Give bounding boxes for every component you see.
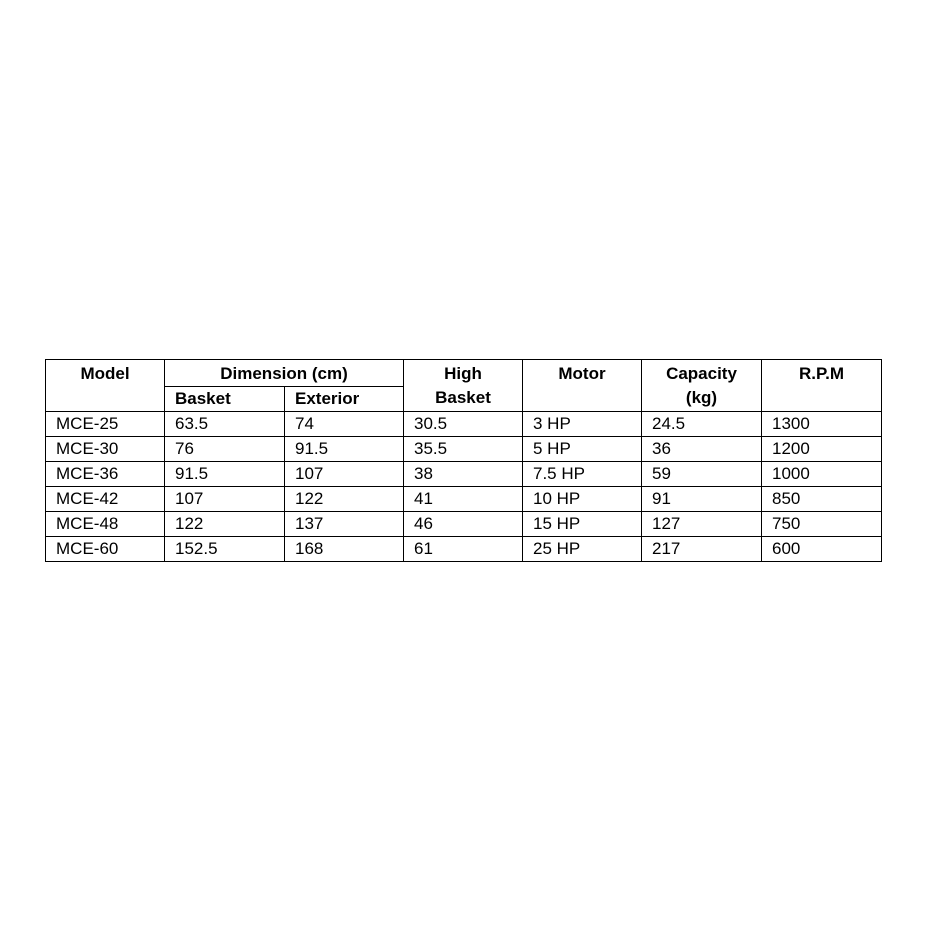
cell-model: MCE-36 bbox=[46, 462, 165, 487]
cell-exterior: 137 bbox=[285, 512, 404, 537]
cell-high-basket: 35.5 bbox=[404, 437, 523, 462]
spec-table bbox=[45, 359, 882, 562]
cell-rpm: 600 bbox=[762, 537, 882, 562]
table-row bbox=[46, 487, 882, 512]
cell-basket: 91.5 bbox=[165, 462, 285, 487]
header-model: Model bbox=[46, 360, 165, 412]
header-rpm: R.P.M bbox=[762, 360, 882, 412]
table-row bbox=[46, 437, 882, 462]
cell-motor: 10 HP bbox=[523, 487, 642, 512]
header-dimension: Dimension (cm) bbox=[165, 360, 404, 387]
header-exterior: Exterior bbox=[285, 387, 404, 412]
cell-basket: 63.5 bbox=[165, 412, 285, 437]
cell-motor: 15 HP bbox=[523, 512, 642, 537]
cell-basket: 76 bbox=[165, 437, 285, 462]
cell-model: MCE-60 bbox=[46, 537, 165, 562]
cell-exterior: 168 bbox=[285, 537, 404, 562]
cell-exterior: 74 bbox=[285, 412, 404, 437]
table-row bbox=[46, 462, 882, 487]
cell-basket: 107 bbox=[165, 487, 285, 512]
cell-high-basket: 61 bbox=[404, 537, 523, 562]
header-row-1 bbox=[46, 360, 882, 387]
cell-high-basket: 30.5 bbox=[404, 412, 523, 437]
cell-motor: 5 HP bbox=[523, 437, 642, 462]
cell-high-basket: 41 bbox=[404, 487, 523, 512]
cell-model: MCE-48 bbox=[46, 512, 165, 537]
cell-model: MCE-42 bbox=[46, 487, 165, 512]
header-basket: Basket bbox=[165, 387, 285, 412]
cell-basket: 122 bbox=[165, 512, 285, 537]
table-row bbox=[46, 512, 882, 537]
cell-rpm: 1200 bbox=[762, 437, 882, 462]
cell-capacity: 24.5 bbox=[642, 412, 762, 437]
cell-model: MCE-25 bbox=[46, 412, 165, 437]
table-row bbox=[46, 412, 882, 437]
cell-model: MCE-30 bbox=[46, 437, 165, 462]
cell-exterior: 122 bbox=[285, 487, 404, 512]
cell-basket: 152.5 bbox=[165, 537, 285, 562]
cell-capacity: 91 bbox=[642, 487, 762, 512]
cell-high-basket: 46 bbox=[404, 512, 523, 537]
cell-motor: 25 HP bbox=[523, 537, 642, 562]
cell-exterior: 107 bbox=[285, 462, 404, 487]
header-capacity-line1: Capacity bbox=[666, 364, 737, 383]
cell-capacity: 127 bbox=[642, 512, 762, 537]
cell-rpm: 1000 bbox=[762, 462, 882, 487]
cell-motor: 3 HP bbox=[523, 412, 642, 437]
table-row bbox=[46, 537, 882, 562]
cell-motor: 7.5 HP bbox=[523, 462, 642, 487]
header-high-basket: High Basket bbox=[404, 360, 523, 412]
header-capacity-line2: (kg) bbox=[685, 388, 718, 407]
cell-capacity: 59 bbox=[642, 462, 762, 487]
table-header bbox=[46, 360, 882, 412]
cell-rpm: 850 bbox=[762, 487, 882, 512]
cell-exterior: 91.5 bbox=[285, 437, 404, 462]
header-capacity bbox=[642, 360, 762, 412]
cell-high-basket: 38 bbox=[404, 462, 523, 487]
cell-capacity: 36 bbox=[642, 437, 762, 462]
cell-capacity: 217 bbox=[642, 537, 762, 562]
header-motor: Motor bbox=[523, 360, 642, 412]
cell-rpm: 750 bbox=[762, 512, 882, 537]
table-body bbox=[46, 412, 882, 562]
cell-rpm: 1300 bbox=[762, 412, 882, 437]
